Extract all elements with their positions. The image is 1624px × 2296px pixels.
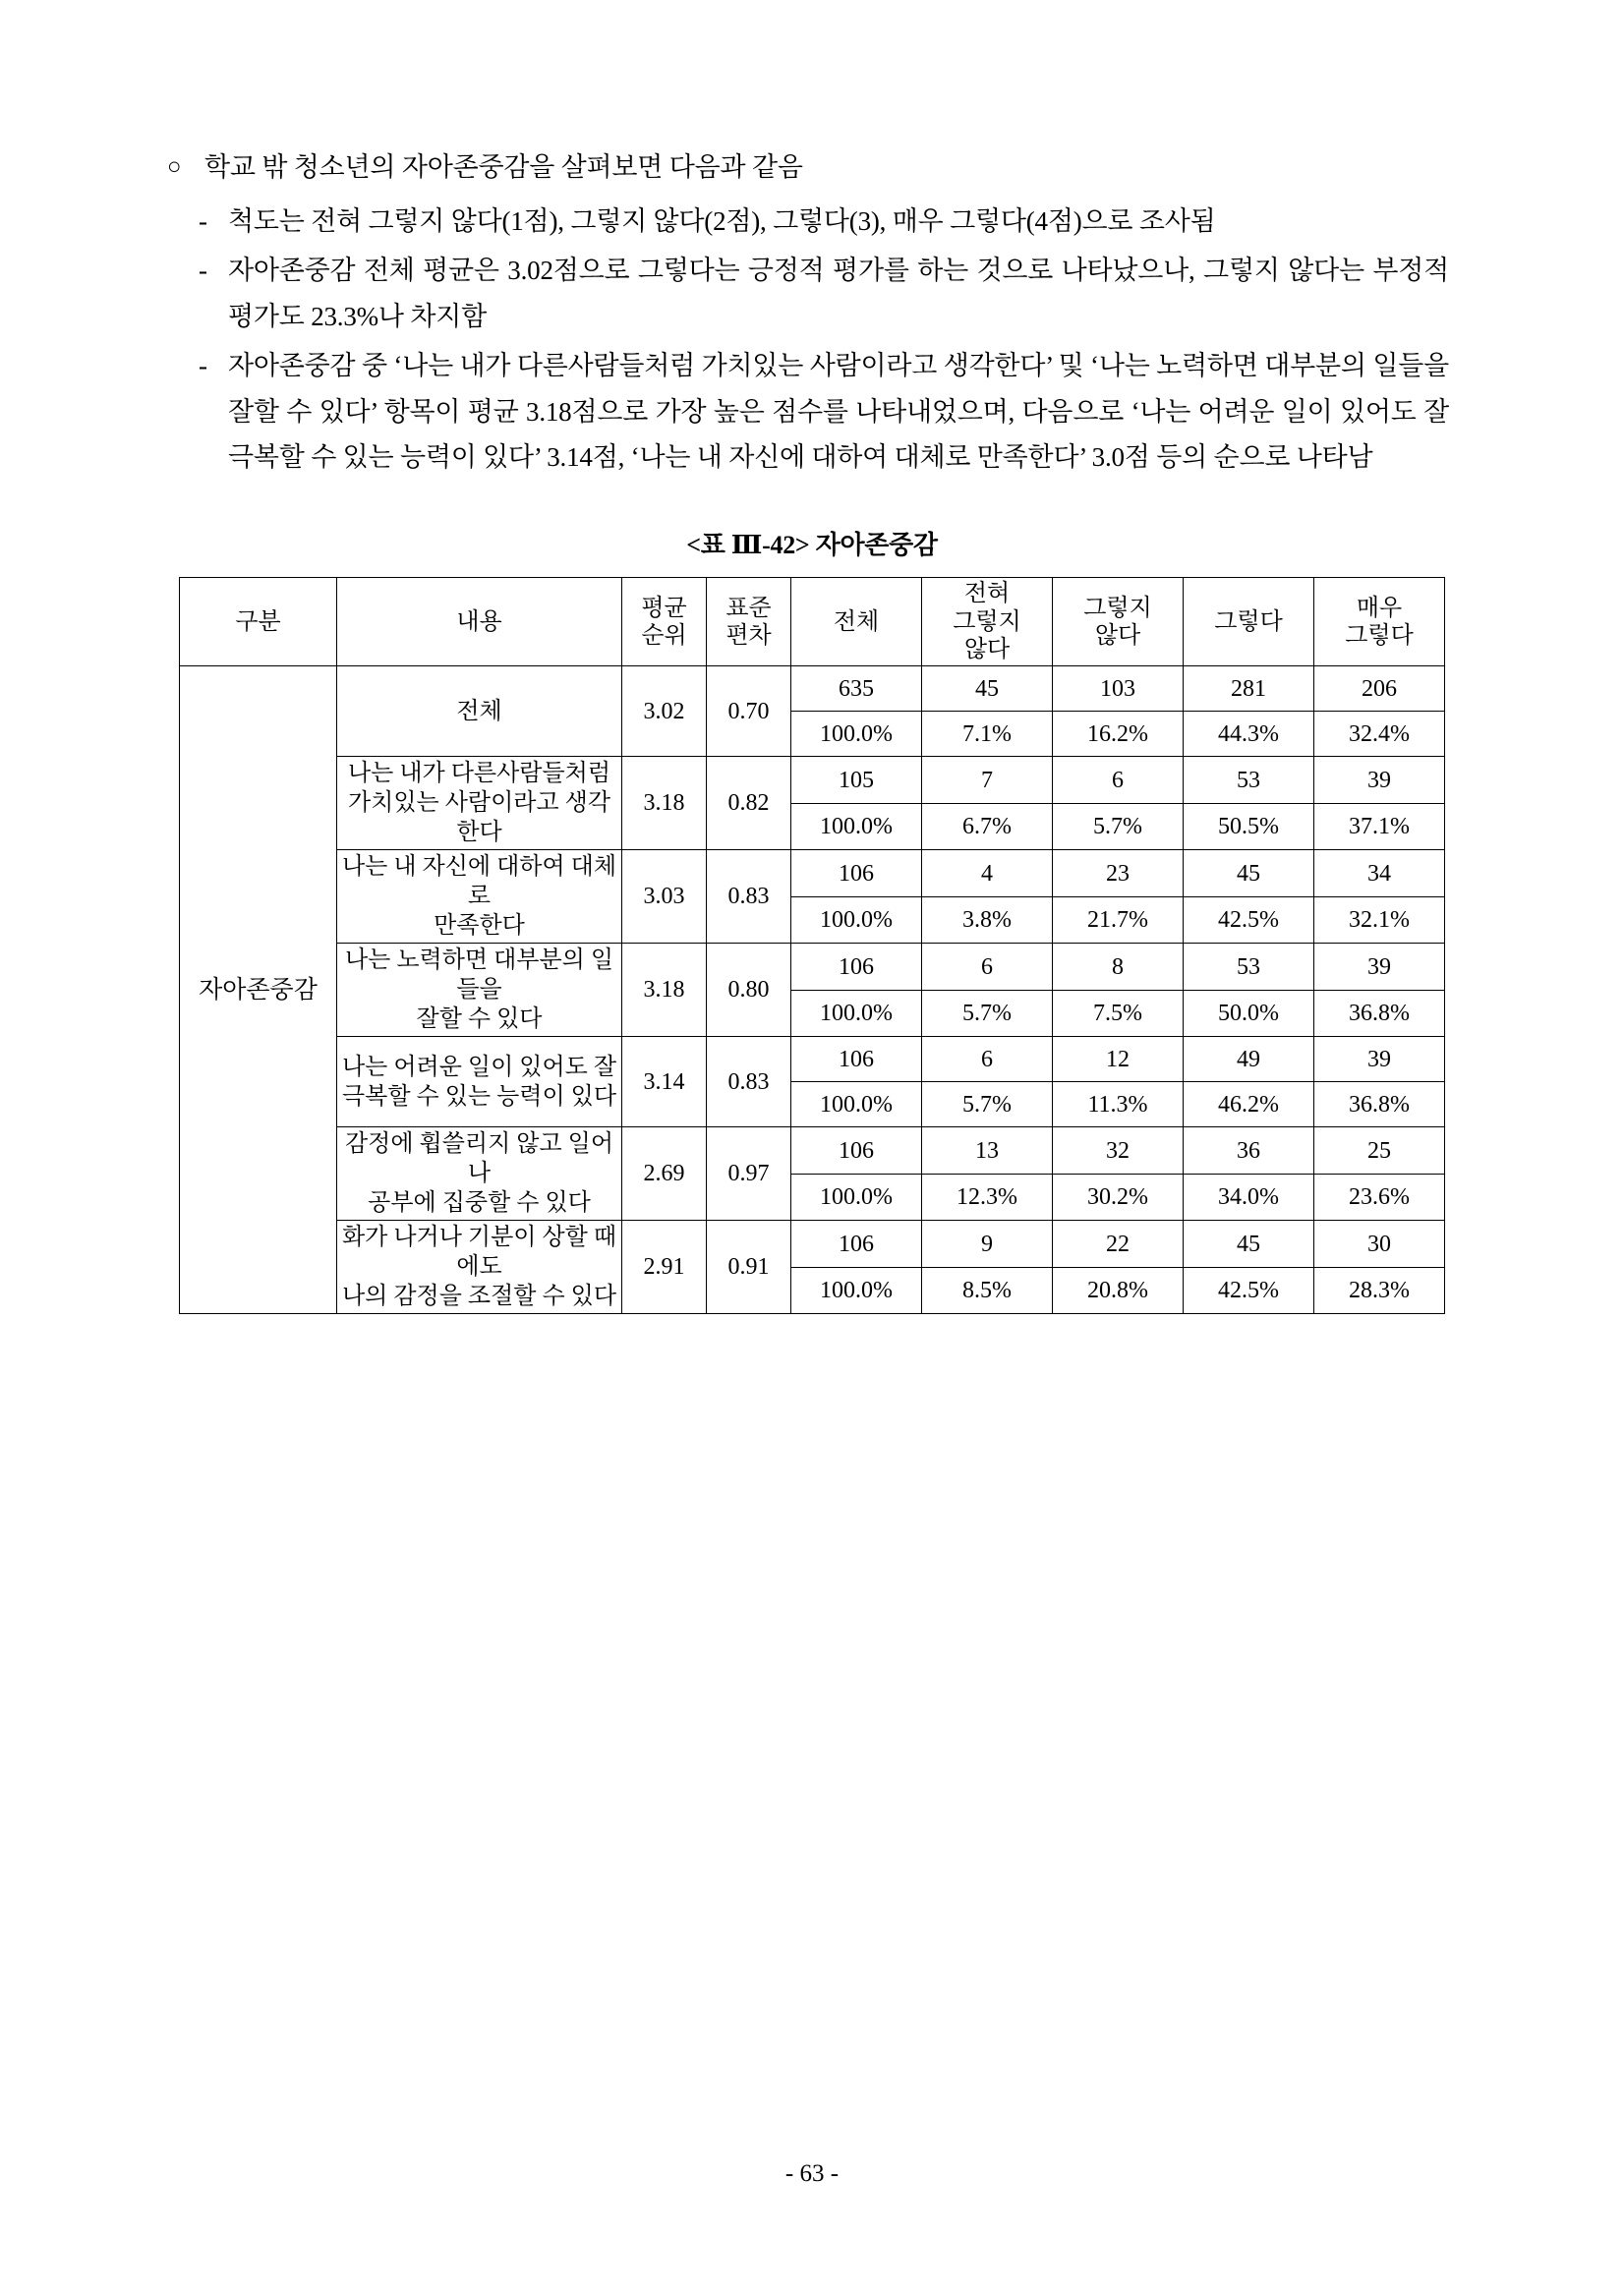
row-pct-opt3: 34.0% (1184, 1174, 1314, 1221)
row-count-total: 106 (791, 1221, 922, 1268)
row-mean: 3.18 (622, 757, 707, 850)
table-row (180, 1037, 1445, 1082)
header-std-dev (707, 578, 791, 666)
row-count-total: 106 (791, 1127, 922, 1175)
row-pct-opt2: 5.7% (1053, 803, 1184, 850)
row-pct-total: 100.0% (791, 990, 922, 1037)
row-pct-opt2: 7.5% (1053, 990, 1184, 1037)
table-row (180, 1127, 1445, 1175)
row-sd: 0.91 (707, 1221, 791, 1314)
row-count-opt1: 45 (922, 666, 1053, 712)
row-pct-opt1: 8.5% (922, 1267, 1053, 1314)
row-count-opt2: 32 (1053, 1127, 1184, 1175)
row-pct-opt3: 44.3% (1184, 712, 1314, 757)
table-row (180, 850, 1445, 897)
header-mean-line1: 평균 (641, 595, 687, 621)
row-count-opt3: 45 (1184, 850, 1314, 897)
row-pct-total: 100.0% (791, 1082, 922, 1127)
row-item-label-line1: 나는 내 자신에 대하여 대체로 (341, 854, 617, 910)
header-strongly-disagree (922, 578, 1053, 666)
header-mean-rank (622, 578, 707, 666)
row-count-opt2: 23 (1053, 850, 1184, 897)
row-item-label (337, 850, 622, 944)
row-count-opt2: 12 (1053, 1037, 1184, 1082)
row-pct-opt3: 46.2% (1184, 1082, 1314, 1127)
bullet-list (167, 147, 1457, 480)
row-item-label-line2: 만족한다 (434, 913, 525, 940)
table-body (180, 666, 1445, 1314)
row-pct-opt3: 42.5% (1184, 896, 1314, 944)
row-count-opt2: 22 (1053, 1221, 1184, 1268)
header-opt4-line1: 매우 (1356, 595, 1403, 621)
row-pct-total: 100.0% (791, 1267, 922, 1314)
table-row (180, 666, 1445, 712)
row-count-total: 106 (791, 1037, 922, 1082)
bullet-marker-dash: - (199, 351, 207, 381)
row-pct-opt1: 6.7% (922, 803, 1053, 850)
row-item-label-line2: 잘할 수 있다 (416, 1006, 543, 1033)
row-pct-opt1: 3.8% (922, 896, 1053, 944)
table-row (180, 757, 1445, 804)
row-count-opt1: 9 (922, 1221, 1053, 1268)
row-pct-opt3: 50.0% (1184, 990, 1314, 1037)
header-gubun: 구분 (180, 578, 337, 666)
table-header (180, 578, 1445, 666)
row-mean: 3.02 (622, 666, 707, 757)
row-mean: 3.18 (622, 944, 707, 1037)
row-pct-opt3: 50.5% (1184, 803, 1314, 850)
header-naeyong: 내용 (337, 578, 622, 666)
row-pct-opt1: 12.3% (922, 1174, 1053, 1221)
row-item-label (337, 1127, 622, 1221)
row-group-label: 자아존중감 (180, 666, 337, 1314)
row-count-opt1: 6 (922, 1037, 1053, 1082)
row-item-label-line1: 나는 내가 다른사람들처럼 (347, 761, 611, 787)
row-count-opt3: 53 (1184, 944, 1314, 991)
page-number: - 63 - (784, 2160, 840, 2187)
row-pct-opt2: 16.2% (1053, 712, 1184, 757)
row-sd: 0.70 (707, 666, 791, 757)
row-count-opt2: 103 (1053, 666, 1184, 712)
row-pct-total: 100.0% (791, 712, 922, 757)
bullet-item-secondary-2 (167, 248, 1457, 339)
header-strongly-agree (1314, 578, 1445, 666)
row-pct-opt4: 37.1% (1314, 803, 1445, 850)
row-count-opt3: 36 (1184, 1127, 1314, 1175)
row-count-total: 105 (791, 757, 922, 804)
bullet-item-secondary-1 (167, 199, 1457, 244)
header-opt1-line1: 전혀 (963, 581, 1011, 607)
row-item-label-line2: 가치있는 사람이라고 생각한다 (347, 790, 611, 846)
header-agree: 그렇다 (1184, 578, 1314, 666)
row-count-opt4: 39 (1314, 1037, 1445, 1082)
row-sd: 0.80 (707, 944, 791, 1037)
row-sd: 0.83 (707, 1037, 791, 1127)
header-opt1-line2: 그렇지 (953, 608, 1021, 635)
bullet-marker-circle: ○ (167, 154, 182, 180)
row-pct-opt2: 11.3% (1053, 1082, 1184, 1127)
row-count-opt4: 39 (1314, 757, 1445, 804)
row-mean: 2.69 (622, 1127, 707, 1221)
row-count-total: 106 (791, 850, 922, 897)
row-item-label (337, 666, 622, 757)
row-sd: 0.83 (707, 850, 791, 944)
row-sd: 0.82 (707, 757, 791, 850)
row-item-label (337, 757, 622, 850)
row-count-opt3: 53 (1184, 757, 1314, 804)
row-pct-opt4: 32.1% (1314, 896, 1445, 944)
row-count-opt4: 39 (1314, 944, 1445, 991)
row-item-label-line1: 전체 (456, 698, 502, 724)
row-item-label-line2: 나의 감정을 조절할 수 있다 (341, 1284, 617, 1310)
header-disagree (1053, 578, 1184, 666)
row-pct-opt1: 7.1% (922, 712, 1053, 757)
row-item-label-line2: 극복할 수 있는 능력이 있다 (341, 1083, 617, 1110)
row-mean: 3.03 (622, 850, 707, 944)
row-pct-opt4: 36.8% (1314, 1082, 1445, 1127)
row-count-opt2: 8 (1053, 944, 1184, 991)
row-item-label (337, 944, 622, 1037)
row-count-opt2: 6 (1053, 757, 1184, 804)
header-opt2-line1: 그렇지 (1083, 595, 1152, 621)
header-sd-line1: 표준 (725, 595, 772, 621)
row-item-label (337, 1037, 622, 1127)
row-count-opt4: 25 (1314, 1127, 1445, 1175)
row-count-total: 635 (791, 666, 922, 712)
bullet-marker-dash: - (199, 205, 207, 236)
row-count-opt1: 13 (922, 1127, 1053, 1175)
header-mean-line2: 순위 (641, 622, 687, 649)
row-count-opt4: 34 (1314, 850, 1445, 897)
row-pct-opt4: 23.6% (1314, 1174, 1445, 1221)
header-sd-line2: 편차 (725, 622, 772, 649)
row-count-opt1: 7 (922, 757, 1053, 804)
row-pct-opt3: 42.5% (1184, 1267, 1314, 1314)
row-pct-opt4: 28.3% (1314, 1267, 1445, 1314)
bullet-text: 자아존중감 중 ‘나는 내가 다른사람들처럼 가치있는 사람이라고 생각한다’ 및 ‘나는 노력하면 대부분의 일들을 잘할 수 있다’ 항목이 평균 3.18점으로 가장 높은 점수를 나타내었으며, 다음으로 ‘나는 어려운 일이 있어도 잘 극복할 수 있는 능력이 있다’ 3.14점, ‘나는 내 자신에 대하여 대체로 만족한다’ 3.0점 등의 순으로 나타남 (228, 351, 1449, 473)
row-count-opt3: 49 (1184, 1037, 1314, 1082)
row-item-label-line1: 나는 노력하면 대부분의 일들을 (344, 947, 614, 1004)
row-pct-total: 100.0% (791, 896, 922, 944)
header-total: 전체 (791, 578, 922, 666)
row-count-opt1: 4 (922, 850, 1053, 897)
bullet-marker-dash: - (199, 256, 207, 286)
row-mean: 3.14 (622, 1037, 707, 1127)
row-item-label-line2: 공부에 집중할 수 있다 (368, 1190, 591, 1217)
row-count-total: 106 (791, 944, 922, 991)
header-opt2-line2: 않다 (1094, 622, 1141, 649)
row-item-label-line1: 감정에 휩쓸리지 않고 일어나 (344, 1131, 614, 1187)
row-count-opt4: 206 (1314, 666, 1445, 712)
bullet-item-secondary-3 (167, 343, 1457, 480)
row-pct-opt2: 30.2% (1053, 1174, 1184, 1221)
bullet-item-primary (167, 147, 1457, 189)
row-item-label-line1: 화가 나거나 기분이 상할 때에도 (341, 1225, 617, 1281)
row-pct-opt1: 5.7% (922, 1082, 1053, 1127)
header-opt1-line3: 않다 (963, 637, 1011, 663)
header-opt4-line2: 그렇다 (1345, 622, 1414, 649)
bullet-text: 학교 밖 청소년의 자아존중감을 살펴보면 다음과 같음 (204, 152, 803, 182)
table-caption: <표 Ⅲ-42> 자아존중감 (686, 531, 938, 560)
row-pct-total: 100.0% (791, 803, 922, 850)
self-esteem-table (179, 577, 1445, 1314)
row-pct-opt1: 5.7% (922, 990, 1053, 1037)
row-item-label-line1: 나는 어려운 일이 있어도 잘 (341, 1054, 617, 1080)
row-item-label (337, 1221, 622, 1314)
table-header-row (180, 578, 1445, 666)
row-sd: 0.97 (707, 1127, 791, 1221)
row-pct-opt4: 32.4% (1314, 712, 1445, 757)
row-mean: 2.91 (622, 1221, 707, 1314)
table-row (180, 944, 1445, 991)
bullet-text: 척도는 전혀 그렇지 않다(1점), 그렇지 않다(2점), 그렇다(3), 매우 그렇다(4점)으로 조사됨 (228, 205, 1216, 236)
row-count-opt3: 281 (1184, 666, 1314, 712)
row-count-opt3: 45 (1184, 1221, 1314, 1268)
table-row (180, 1221, 1445, 1268)
row-pct-opt2: 21.7% (1053, 896, 1184, 944)
row-pct-opt2: 20.8% (1053, 1267, 1184, 1314)
bullet-text: 자아존중감 전체 평균은 3.02점으로 그렇다는 긍정적 평가를 하는 것으로 나타났으나, 그렇지 않다는 부정적 평가도 23.3%나 차지함 (228, 256, 1449, 331)
row-count-opt1: 6 (922, 944, 1053, 991)
row-pct-opt4: 36.8% (1314, 990, 1445, 1037)
row-count-opt4: 30 (1314, 1221, 1445, 1268)
row-pct-total: 100.0% (791, 1174, 922, 1221)
